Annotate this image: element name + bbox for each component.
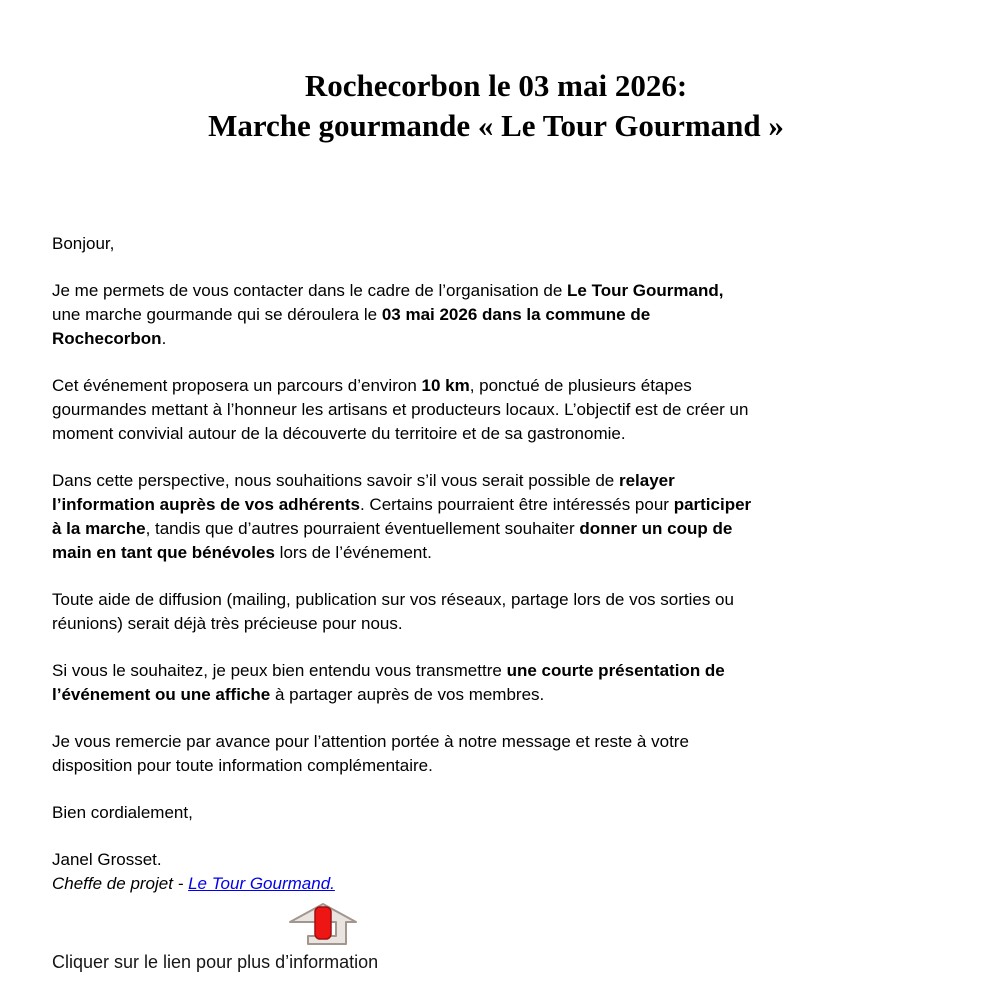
text-run: Bonjour, — [52, 234, 115, 253]
text-run: disposition pour toute information complémentaire. — [52, 756, 433, 775]
letter-title — [0, 0, 992, 146]
event-description — [52, 374, 957, 446]
text-run: participer — [673, 495, 752, 514]
text-run: relayer — [618, 471, 675, 490]
thanks — [52, 730, 957, 778]
text-run: , tandis que d’autres pourraient éventuellement souhaiter — [145, 519, 580, 538]
text-run: l’information auprès de vos adhérents — [52, 495, 360, 514]
text-run: moment convivial autour de la découverte du territoire et de sa gastronomie. — [52, 424, 626, 443]
text-run: Si vous le souhaitez, je peux bien entendu vous transmettre — [52, 661, 507, 680]
text-run: Dans cette perspective, nous souhaitions savoir s’il vous serait possible de — [52, 471, 619, 490]
text-run: Cet événement proposera un parcours d’environ — [52, 376, 422, 395]
text-run: Rochecorbon — [52, 329, 162, 348]
up-arrow-icon — [287, 901, 359, 945]
intro — [52, 279, 957, 351]
text-run: 03 mai 2026 dans la commune de — [381, 305, 651, 324]
text-run: . — [161, 329, 167, 348]
text-run: gourmandes mettant à l’honneur les artisans et producteurs locaux. L’objectif est de créer un — [52, 400, 749, 419]
closing — [52, 801, 957, 825]
diffusion-help — [52, 588, 957, 636]
text-run: donner un coup de — [579, 519, 733, 538]
title-line-2: Marche gourmande « Le Tour Gourmand » — [208, 108, 784, 143]
text-run: Je vous remercie par avance pour l’attention portée à notre message et reste à votre — [52, 732, 689, 751]
footer-note: Cliquer sur le lien pour plus d’information — [52, 952, 379, 972]
text-run: Bien cordialement, — [52, 803, 193, 822]
text-run: . Certains pourraient être intéressés pour — [359, 495, 674, 514]
text-run: l’événement ou une affiche — [52, 685, 271, 704]
text-run: Le Tour Gourmand, — [567, 281, 724, 300]
greeting — [52, 232, 957, 256]
text-run: réunions) serait déjà très précieuse pour nous. — [52, 614, 403, 633]
title-line-1: Rochecorbon le 03 mai 2026: — [304, 68, 688, 103]
text-run: une marche gourmande qui se déroulera le — [52, 305, 382, 324]
signature — [52, 848, 957, 896]
letter-body — [0, 232, 992, 896]
relay-request — [52, 469, 957, 565]
materials-offer — [52, 659, 957, 707]
text-run: lors de l’événement. — [274, 543, 432, 562]
letter-footer — [0, 901, 992, 975]
text-run: Janel Grosset. — [52, 850, 162, 869]
text-run: à partager auprès de vos membres. — [270, 685, 545, 704]
text-run: Toute aide de diffusion (mailing, publication sur vos réseaux, partage lors de vos sorties ou — [52, 590, 734, 609]
text-run: 10 km — [421, 376, 470, 395]
text-run: Cheffe de projet - — [52, 874, 189, 893]
tour-gourmand-link[interactable]: Le Tour Gourmand. — [188, 874, 335, 893]
text-run: , ponctué de plusieurs étapes — [469, 376, 692, 395]
text-run: Je me permets de vous contacter dans le cadre de l’organisation de — [52, 281, 568, 300]
text-run: main en tant que bénévoles — [52, 543, 275, 562]
text-run: à la marche — [52, 519, 146, 538]
text-run: une courte présentation de — [506, 661, 725, 680]
